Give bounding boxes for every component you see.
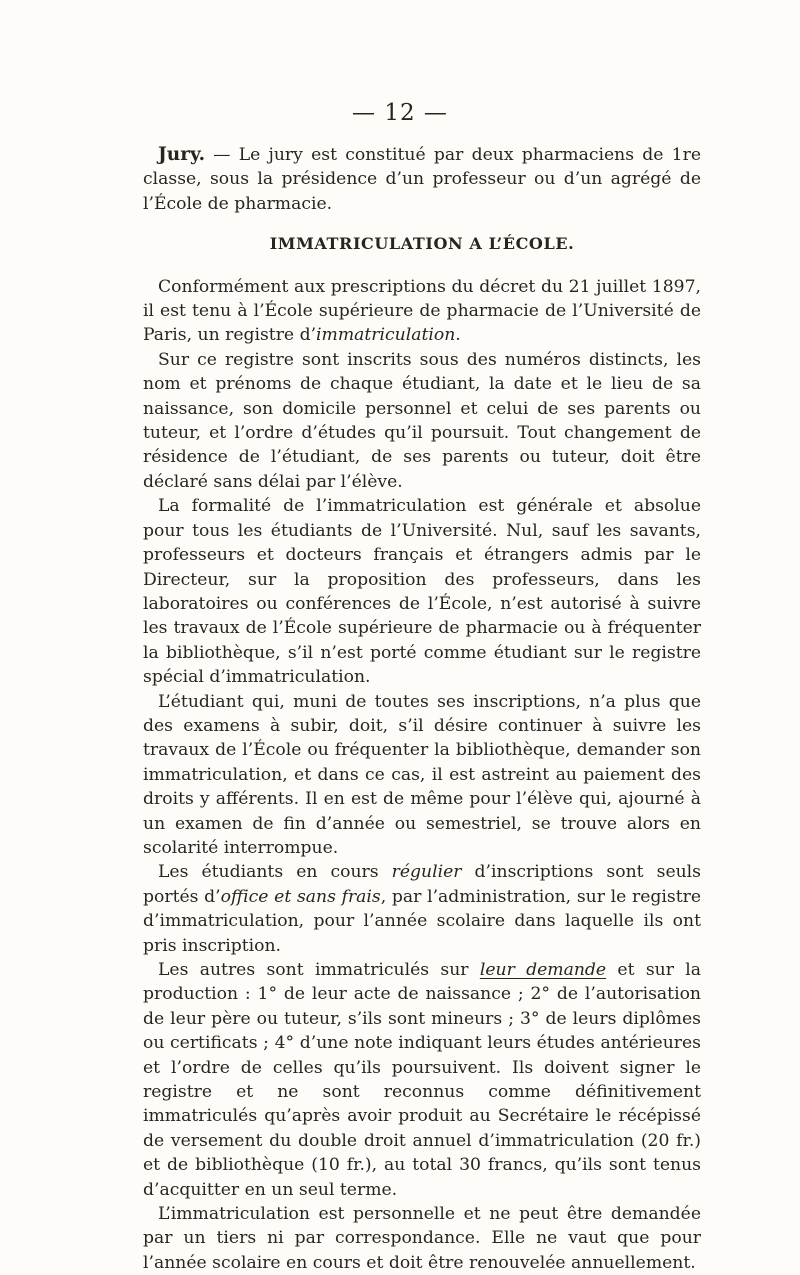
paragraph-regular-end: , par l’administration, sur le registre d’immatriculation, pour l’année scolaire dans laquelle ils ont pris inscription. <box>143 886 701 956</box>
paragraph-other-students <box>143 958 701 1202</box>
paragraph-decree-text: Conformément aux prescriptions du décret du 21 juillet 1897, il est tenu à l’École supérieure de pharmacie de l’Université de Paris, un registre d’ <box>143 276 701 346</box>
paragraph-other-emphasis: leur demande <box>479 960 607 980</box>
section-heading: IMMATRICULATION A L’ÉCOLE. <box>269 234 575 254</box>
paragraph-personal: L’immatriculation est personnelle et ne peut être demandée par un tiers ni par correspondance. Elle ne vaut que pour l’année scolaire en cours et doit être renouvelée annuellement. <box>143 1204 701 1273</box>
jury-label: Jury. <box>158 144 206 165</box>
paragraph-decree-emphasis: immatriculation <box>316 325 456 346</box>
paragraph-decree <box>143 275 701 348</box>
paragraph-register: Sur ce registre sont inscrits sous des numéros distincts, les nom et prénoms de chaque étudiant, la date et le lieu de sa naissance, son domicile personnel et celui de ses parents ou tuteur, et l’ordre d’études qu’il poursuit. Tout changement de résidence de l’étudiant, de ses parents ou tuteur, doit être déclaré sans délai par l’élève. <box>143 349 701 492</box>
body-text <box>143 143 701 1275</box>
paragraph-regular-text: Les étudiants en cours <box>158 862 392 883</box>
paragraph-student-exams: L’étudiant qui, muni de toutes ses inscriptions, n’a plus que des examens à subir, doit, s’il désire continuer à suivre les travaux de l’École ou fréquenter la bibliothèque, demander son immatriculation, et dans ce cas, il est astreint au paiement des droits y afférents. Il en est de même pour l’élève qui, ajourné à un examen de fin d’année ou semestriel, se trouve alors en scolarité interrompue. <box>143 691 701 858</box>
page-number: — 12 — <box>352 100 448 126</box>
paragraph-office-emphasis: office et sans frais <box>220 886 381 907</box>
paragraph-other-end: et sur la production : 1° de leur acte de naissance ; 2° de l’autorisation de leur père ou tuteur, s’ils sont mineurs ; 3° de leurs diplômes ou certificats ; 4° d’une note indiquant leurs études antérieures et l’ordre de celles qu’ils poursuivent. Ils doivent signer le registre et ne sont reconnus comme définitivement immatriculés qu’après avoir produit au Secrétaire le récépissé de versement du double droit annuel d’immatriculation (20 fr.) et de bibliothèque (10 fr.), au total 30 francs, qu’ils sont tenus d’acquitter en un seul terme. <box>143 960 701 1200</box>
paragraph-other-text: Les autres sont immatriculés sur <box>158 960 480 980</box>
paragraph-regular-students <box>143 860 701 958</box>
paragraph-regular-middle: d’inscriptions sont seuls portés d’ <box>143 862 702 907</box>
paragraph-regular-emphasis: régulier <box>391 862 462 883</box>
jury-paragraph <box>143 143 701 216</box>
paragraph-decree-end: . <box>455 325 461 346</box>
jury-text: — Le jury est constitué par deux pharmaciens de 1re classe, sous la présidence d’un professeur ou d’un agrégé de l’École de pharmacie. <box>143 145 701 214</box>
paragraph-formality: La formalité de l’immatriculation est générale et absolue pour tous les étudiants de l’Université. Nul, sauf les savants, professeurs et docteurs français et étrangers admis par le Directeur, sur la proposition des professeurs, dans les laboratoires ou conférences de l’École, n’est autorisé à suivre les travaux de l’École supérieure de pharmacie ou à fréquenter la bibliothèque, s’il n’est porté comme étudiant sur le registre spécial d’immatriculation. <box>143 496 701 688</box>
